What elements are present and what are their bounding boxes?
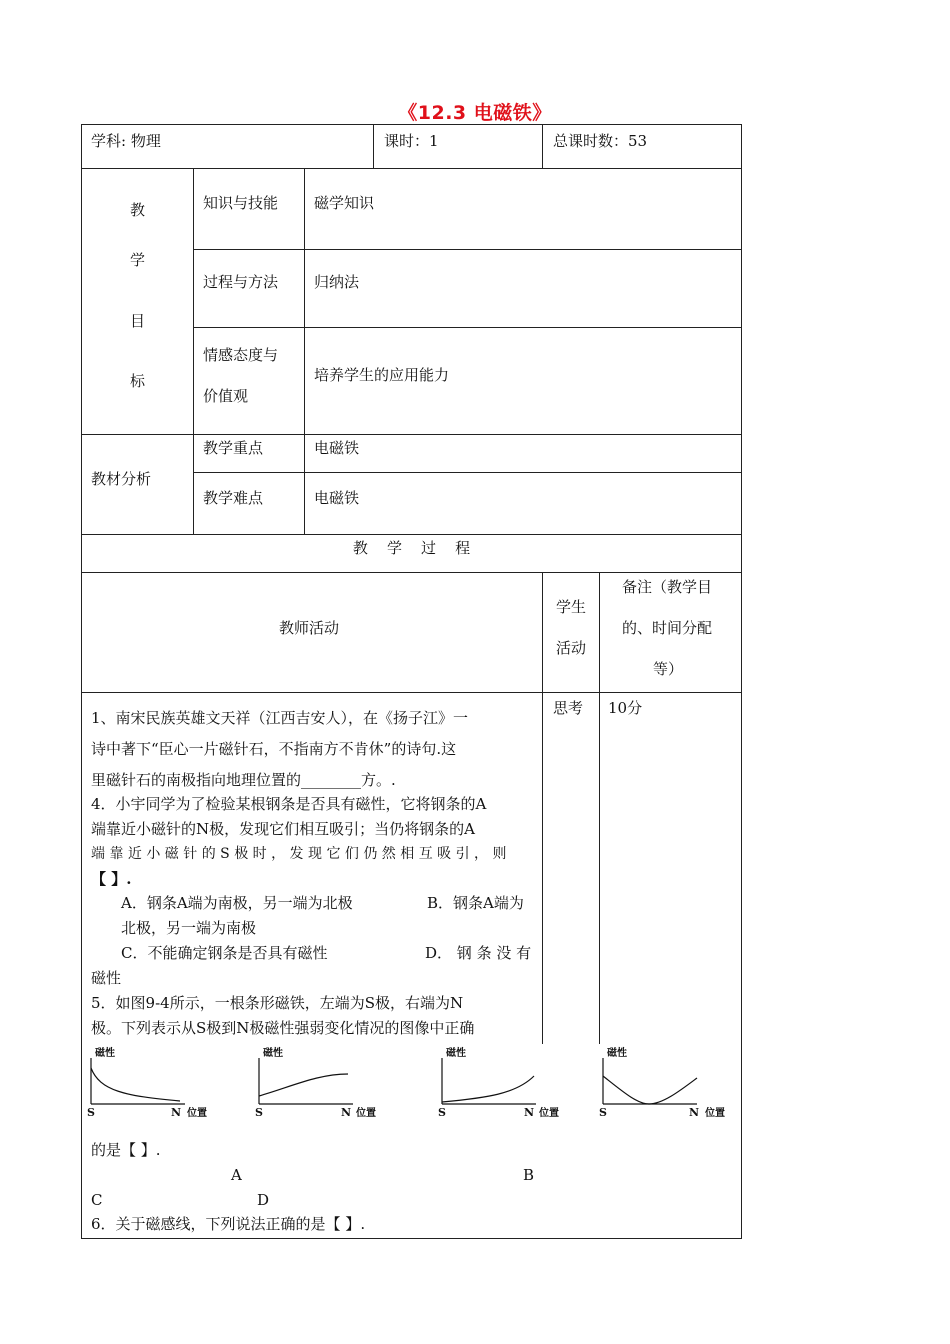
goal-value-knowledge: 磁学知识 bbox=[314, 194, 375, 212]
student-activity: 思考 bbox=[553, 699, 584, 717]
goal-label-attitude-2: 价值观 bbox=[203, 387, 249, 405]
goals-side-char: 目 bbox=[130, 312, 146, 330]
goal-value-process: 归纳法 bbox=[314, 273, 360, 291]
graph-a bbox=[85, 1046, 220, 1121]
col-note-3: 等） bbox=[653, 660, 684, 678]
svg-text:位置: 位置 bbox=[539, 1108, 559, 1119]
question-4-line: 端靠近小磁针的N极，发现它们相互吸引；当仍将钢条的A bbox=[91, 820, 475, 838]
graph-b bbox=[253, 1046, 388, 1121]
divider bbox=[542, 124, 543, 168]
lesson-cell: 课时：1 bbox=[384, 132, 439, 150]
goal-label-knowledge: 知识与技能 bbox=[203, 194, 279, 212]
q4-option-d-cont: 磁性 bbox=[91, 969, 122, 987]
svg-text:磁性: 磁性 bbox=[95, 1048, 115, 1059]
q4-option-b: B．钢条A端为 bbox=[427, 894, 524, 912]
divider bbox=[599, 572, 600, 1044]
divider bbox=[81, 534, 742, 535]
svg-text:磁性: 磁性 bbox=[263, 1048, 283, 1059]
divider bbox=[81, 572, 742, 573]
page-title: 《12.3 电磁铁》 bbox=[398, 102, 552, 124]
divider bbox=[542, 572, 543, 1044]
col-student-2: 活动 bbox=[556, 639, 587, 657]
question-6-line: 6．关于磁感线，下列说法正确的是【 】. bbox=[91, 1215, 366, 1233]
question-4-line: 【 】. bbox=[91, 870, 132, 888]
analysis-label-difficult: 教学难点 bbox=[203, 489, 264, 507]
svg-text:S: S bbox=[87, 1106, 95, 1119]
svg-text:S: S bbox=[438, 1106, 446, 1119]
svg-text:位置: 位置 bbox=[705, 1108, 725, 1119]
question-4-line: 4．小宇同学为了检验某根钢条是否具有磁性，它将钢条的A bbox=[91, 795, 487, 813]
divider bbox=[193, 168, 194, 534]
question-1-line: 里磁针石的南极指向地理位置的________方。. bbox=[91, 771, 396, 789]
q4-option-b-cont: 北极，另一端为南极 bbox=[121, 919, 257, 937]
divider bbox=[373, 124, 374, 168]
analysis-side: 教材分析 bbox=[91, 470, 152, 488]
graph-letter-a: A bbox=[231, 1166, 242, 1184]
divider bbox=[304, 168, 305, 534]
svg-text:N: N bbox=[171, 1106, 182, 1119]
divider bbox=[193, 472, 742, 473]
q4-option-a: A．钢条A端为南极，另一端为北极 bbox=[121, 894, 353, 912]
svg-text:位置: 位置 bbox=[187, 1108, 207, 1119]
divider bbox=[81, 434, 742, 435]
col-student-1: 学生 bbox=[556, 598, 587, 616]
svg-text:磁性: 磁性 bbox=[607, 1048, 627, 1059]
svg-text:S: S bbox=[599, 1106, 607, 1119]
svg-text:N: N bbox=[341, 1106, 352, 1119]
divider bbox=[81, 168, 742, 169]
graph-c bbox=[436, 1046, 571, 1121]
svg-text:S: S bbox=[255, 1106, 263, 1119]
analysis-value-difficult: 电磁铁 bbox=[314, 489, 360, 507]
question-5-line: 5．如图9-4所示，一根条形磁铁，左端为S极，右端为N bbox=[91, 994, 464, 1012]
q4-option-c: C．不能确定钢条是否具有磁性 bbox=[121, 944, 328, 962]
analysis-value-key: 电磁铁 bbox=[314, 439, 360, 457]
goal-label-attitude: 情感态度与 bbox=[203, 346, 279, 364]
divider bbox=[193, 249, 742, 250]
process-heading: 教 学 过 程 bbox=[352, 539, 471, 557]
divider bbox=[81, 692, 742, 693]
q4-option-d: D． 钢 条 没 有 bbox=[425, 944, 532, 962]
goals-side-char: 学 bbox=[130, 251, 146, 269]
svg-text:N: N bbox=[689, 1106, 700, 1119]
question-5-line: 极。下列表示从S极到N极磁性强弱变化情况的图像中正确 bbox=[91, 1019, 475, 1037]
svg-text:位置: 位置 bbox=[356, 1108, 376, 1119]
col-note-1: 备注（教学目 bbox=[622, 578, 713, 596]
analysis-label-key: 教学重点 bbox=[203, 439, 264, 457]
question-1-line: 1、南宋民族英雄文天祥（江西吉安人），在《扬子江》一 bbox=[91, 709, 469, 727]
subject-cell: 学科: 物理 bbox=[91, 132, 161, 150]
graph-d bbox=[597, 1046, 737, 1121]
col-teacher: 教师活动 bbox=[279, 619, 340, 637]
svg-text:磁性: 磁性 bbox=[446, 1048, 466, 1059]
svg-text:N: N bbox=[524, 1106, 535, 1119]
goals-side-char: 教 bbox=[130, 201, 146, 219]
goal-label-process: 过程与方法 bbox=[203, 273, 279, 291]
divider bbox=[193, 327, 742, 328]
col-note-2: 的、时间分配 bbox=[622, 619, 713, 637]
question-1-line: 诗中著下“臣心一片磁针石，不指南方不肯休”的诗句.这 bbox=[91, 740, 457, 758]
graph-letter-b: B bbox=[523, 1166, 535, 1184]
total-lessons-cell: 总课时数：53 bbox=[553, 132, 648, 150]
graph-letter-c: C bbox=[91, 1191, 103, 1209]
note-time: 10分 bbox=[608, 699, 643, 717]
graph-letter-d: D bbox=[257, 1191, 270, 1209]
goals-side-char: 标 bbox=[130, 372, 146, 390]
question-5-end: 的是【 】. bbox=[91, 1141, 161, 1159]
question-4-line: 端 靠 近 小 磁 针 的 S 极 时 ， 发 现 它 们 仍 然 相 互 吸 引 ， 则 bbox=[91, 846, 507, 862]
goal-value-attitude: 培养学生的应用能力 bbox=[314, 366, 450, 384]
